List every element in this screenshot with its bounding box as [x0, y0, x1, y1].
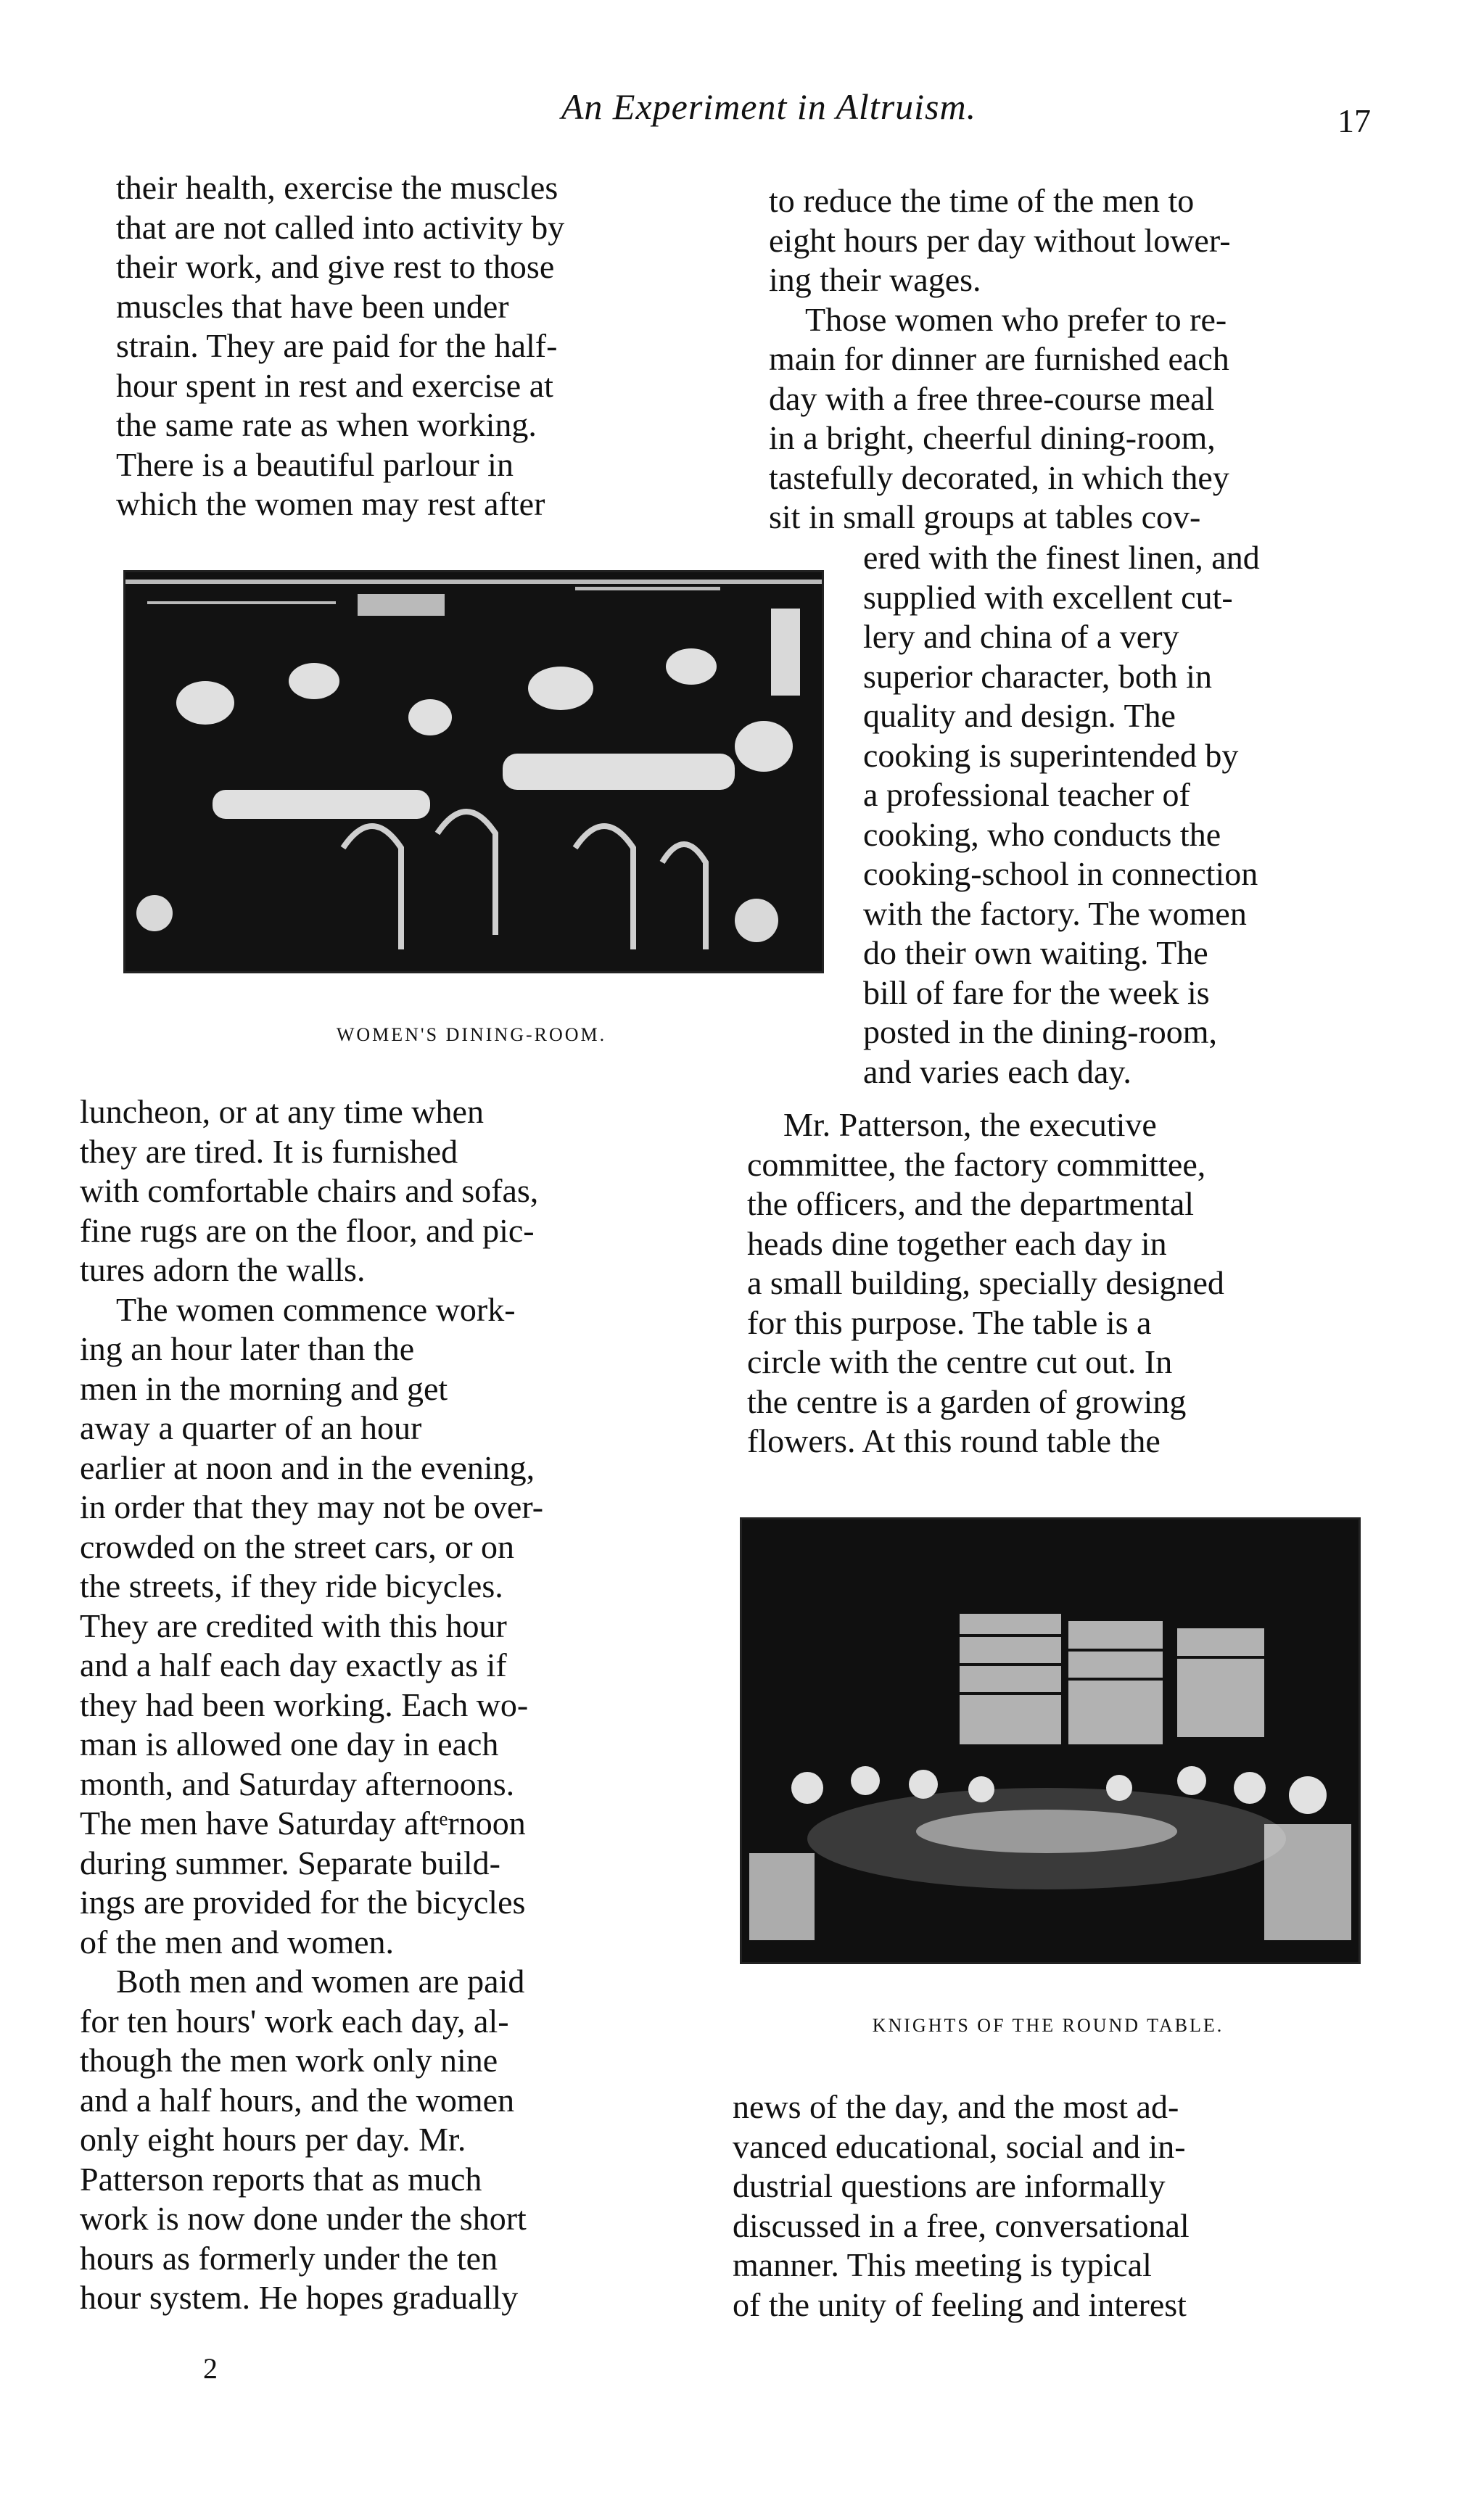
text-line: Mr. Patterson, the executive [783, 1106, 1157, 1143]
text-line: supplied with excellent cut- [863, 578, 1233, 616]
text-line: the same rate as when working. [116, 406, 537, 443]
text-line: news of the day, and the most ad- [733, 2088, 1179, 2125]
text-line: dustrial questions are informally [733, 2167, 1166, 2204]
womens-dining-room-photo [123, 570, 824, 973]
text-line: do their own waiting. The [863, 934, 1208, 971]
text-line: luncheon, or at any time when [80, 1093, 484, 1130]
text-line: tastefully decorated, in which they [769, 458, 1229, 496]
text-line: away a quarter of an hour [80, 1409, 422, 1446]
text-line: There is a beautiful parlour in [116, 445, 514, 483]
text-line: a professional teacher of [863, 776, 1190, 813]
text-line: day with a free three-course meal [769, 379, 1215, 417]
text-line: ings are provided for the bicycles [80, 1884, 526, 1921]
text-line: though the men work only nine [80, 2042, 498, 2079]
left-column-top-text [116, 168, 725, 524]
text-line: sit in small groups at tables cov- [769, 498, 1201, 535]
text-line: that are not called into activity by [116, 208, 565, 246]
text-line: which the women may rest after [116, 485, 545, 522]
signature-mark: 2 [203, 2352, 218, 2385]
right-column-narrow-text [863, 538, 1378, 1092]
text-line: in order that they may not be over- [80, 1488, 544, 1525]
text-line: of the unity of feeling and interest [733, 2285, 1187, 2323]
text-line: cooking, who conducts the [863, 815, 1221, 853]
text-line: ing their wages. [769, 261, 981, 298]
text-line: main for dinner are furnished each [769, 340, 1229, 377]
text-line: bill of fare for the week is [863, 973, 1210, 1011]
text-line: a small building, specially designed [747, 1264, 1224, 1301]
text-line: posted in the dining-room, [863, 1013, 1218, 1050]
text-line: in a bright, cheerful dining-room, [769, 419, 1216, 456]
text-line: they had been working. Each wo- [80, 1686, 529, 1723]
text-line: of the men and women. [80, 1923, 395, 1960]
text-line: Those women who prefer to re- [805, 300, 1227, 338]
text-line: only eight hours per day. Mr. [80, 2121, 466, 2158]
running-head-title: An Experiment in Altruism. [561, 86, 977, 127]
text-line: cooking is superintended by [863, 736, 1239, 774]
text-line: crowded on the street cars, or on [80, 1527, 515, 1565]
text-line: fine rugs are on the floor, and pic- [80, 1211, 535, 1249]
text-line: earlier at noon and in the evening, [80, 1448, 535, 1486]
right-column-top-text [769, 181, 1378, 537]
text-line: they are tired. It is furnished [80, 1132, 458, 1170]
text-line: month, and Saturday afternoons. [80, 1765, 515, 1802]
text-line: their work, and give rest to those [116, 248, 555, 285]
text-line: the centre is a garden of growing [747, 1382, 1187, 1420]
text-line: the officers, and the departmental [747, 1185, 1195, 1222]
text-line: cooking-school in connection [863, 855, 1258, 892]
right-column-middle-text [747, 1105, 1364, 1461]
right-column-bottom-text [733, 2087, 1356, 2325]
text-line: man is allowed one day in each [80, 1725, 499, 1762]
text-line: hour system. He hopes gradually [80, 2279, 519, 2316]
text-line: The women commence work- [116, 1290, 516, 1328]
text-line: work is now done under the short [80, 2200, 527, 2237]
text-line: eight hours per day without lower- [769, 221, 1231, 259]
text-line: with comfortable chairs and sofas, [80, 1172, 539, 1209]
text-line: Patterson reports that as much [80, 2160, 482, 2198]
text-line: men in the morning and get [80, 1369, 448, 1407]
text-line: the streets, if they ride bicycles. [80, 1567, 503, 1604]
text-line: for this purpose. The table is a [747, 1303, 1152, 1341]
text-line: ing an hour later than the [80, 1330, 415, 1367]
text-line: manner. This meeting is typical [733, 2246, 1152, 2283]
text-line: and a half each day exactly as if [80, 1646, 507, 1683]
text-line: The men have Saturday aftᵉrnoon [80, 1805, 526, 1842]
text-line: their health, exercise the muscles [116, 169, 558, 206]
text-line: and varies each day. [863, 1052, 1131, 1090]
text-line: flowers. At this round table the [747, 1422, 1161, 1459]
text-line: muscles that have been under [116, 287, 509, 325]
left-column-main-text [80, 1092, 696, 2318]
text-line: committee, the factory committee, [747, 1145, 1206, 1183]
text-line: to reduce the time of the men to [769, 182, 1195, 219]
knights-round-table-caption: KNIGHTS OF THE ROUND TABLE. [872, 2015, 1224, 2036]
text-line: superior character, both in [863, 657, 1212, 695]
text-line: with the factory. The women [863, 894, 1247, 932]
page-number: 17 [1337, 102, 1371, 139]
text-line: They are credited with this hour [80, 1607, 507, 1644]
text-line: strain. They are paid for the half- [116, 327, 558, 364]
text-line: heads dine together each day in [747, 1224, 1167, 1262]
womens-dining-room-caption: WOMEN'S DINING-ROOM. [336, 1024, 607, 1045]
text-line: lery and china of a very [863, 618, 1179, 655]
text-line: during summer. Separate build- [80, 1844, 500, 1881]
text-line: discussed in a free, conversational [733, 2206, 1190, 2244]
knights-of-the-round-table-photo [740, 1517, 1361, 1964]
text-line: for ten hours' work each day, al- [80, 2002, 509, 2040]
text-line: Both men and women are paid [116, 1963, 525, 2000]
text-line: hour spent in rest and exercise at [116, 366, 553, 404]
text-line: vanced educational, social and in- [733, 2127, 1186, 2165]
text-line: ered with the finest linen, and [863, 539, 1260, 576]
text-line: hours as formerly under the ten [80, 2239, 498, 2277]
text-line: quality and design. The [863, 697, 1176, 734]
text-line: circle with the centre cut out. In [747, 1343, 1173, 1380]
text-line: tures adorn the walls. [80, 1251, 366, 1288]
text-line: and a half hours, and the women [80, 2081, 515, 2119]
